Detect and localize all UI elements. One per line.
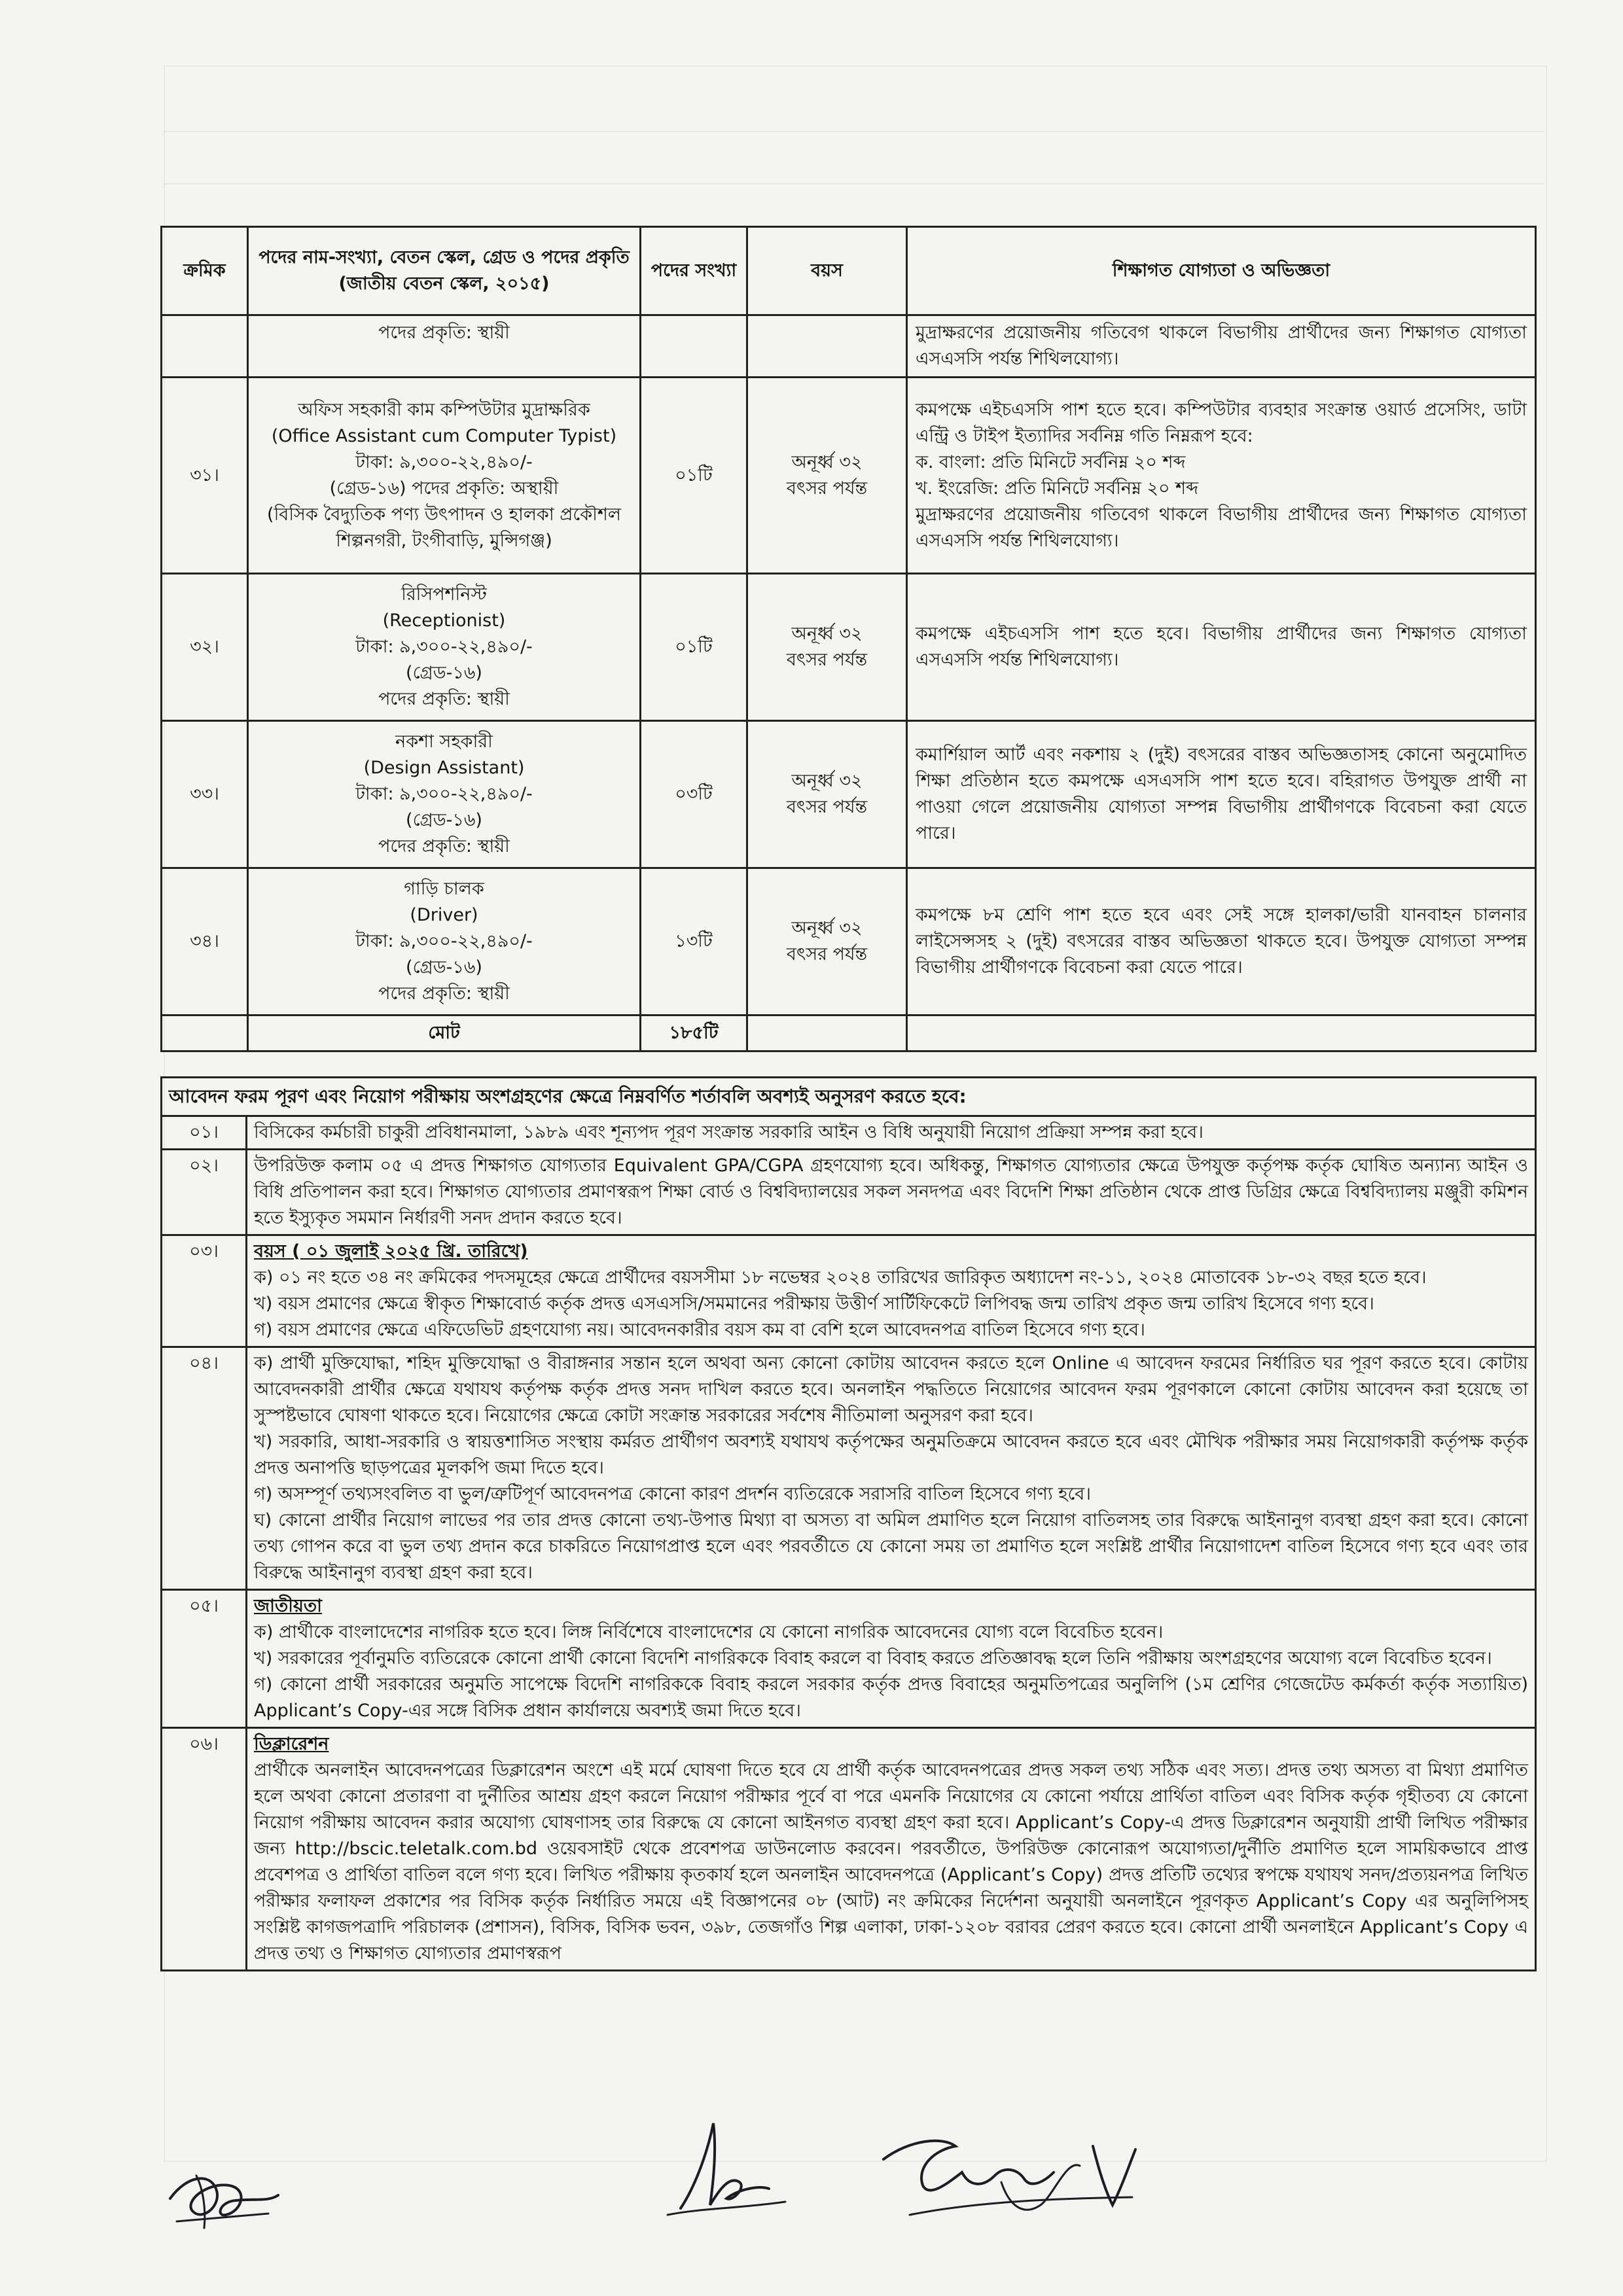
header-age: বয়স: [747, 227, 907, 315]
conditions-table: [160, 1076, 1537, 1971]
condition-paragraph: খ) বয়স প্রমাণের ক্ষেত্রে স্বীকৃত শিক্ষাবোর্ড কর্তৃক প্রদত্ত এসএসসি/সমমানের পরীক্ষায় উত্তীর্ণ সার্টিফিকেটে লিপিবদ্ধ জন্ম তারিখ প্রকৃত জন্ম তারিখ হিসেবে গণ্য হবে।: [254, 1294, 1374, 1314]
condition-paragraph: গ) অসম্পূর্ণ তথ্যসংবলিত বা ভুল/ত্রুটিপূর্ণ আবেদনপত্র কোনো কারণ প্রদর্শন ব্যতিরেকে সরাসরি বাতিল হিসেবে গণ্য হবে।: [254, 1484, 1091, 1504]
signature-stroke: [668, 2202, 785, 2215]
signature-stroke: [170, 2178, 278, 2215]
age-line: বৎসর পর্যন্ত: [786, 797, 868, 817]
age-line: অনূর্ধ্ব ৩২: [791, 451, 863, 472]
condition-number: ০৪।: [162, 1347, 247, 1590]
table-row: [162, 574, 1536, 721]
qualification-line: ক. বাংলা: প্রতি মিনিটে সর্বনিম্ন ২০ শব্দ: [916, 451, 1186, 472]
header-post-line1: পদের নাম-সংখ্যা, বেতন স্কেল, গ্রেড ও পদের প্রকৃতি: [259, 247, 630, 268]
qualification-line: খ. ইংরেজি: প্রতি মিনিটে সর্বনিম্ন ২০ শব্দ: [916, 478, 1199, 499]
condition-paragraph: উপরিউক্ত কলাম ০৫ এ প্রদত্ত শিক্ষাগত যোগ্যতার Equivalent GPA/CGPA গ্রহণযোগ্য হবে। অধিকন্তু, শিক্ষাগত যোগ্যতার ক্ষেত্রে উপযুক্ত কর্তৃপক্ষ কর্তৃক ঘোষিত অন্যান্য আইন ও বিধি প্রতিপালন করা হবে। শিক্ষাগত যোগ্যতার প্রমাণস্বরূপ শিক্ষা বোর্ড ও বিশ্ববিদ্যালয়ের সকল সনদপত্র এবং বিদেশি শিক্ষা প্রতিষ্ঠান থেকে প্রাপ্ত ডিগ্রির ক্ষেত্রে বিশ্ববিদ্যালয় মঞ্জুরী কমিশন হতে ইস্যুকৃত সমমান নির্ধারণী সনদ প্রদান করতে হবে।: [254, 1156, 1528, 1228]
condition-number: ০৫।: [162, 1590, 247, 1728]
condition-item: [162, 1116, 1536, 1150]
total-label: মোট: [248, 1016, 641, 1051]
condition-number: ০১।: [162, 1116, 247, 1150]
cell-age: [747, 574, 907, 721]
cell-qualification: [907, 378, 1536, 574]
condition-body: [247, 1116, 1536, 1150]
condition-paragraph: প্রার্থীকে অনলাইন আবেদনপত্রের ডিক্লারেশন অংশে এই মর্মে ঘোষণা দিতে হবে যে প্রার্থী কর্তৃক আবেদনপত্রের প্রদত্ত সকল তথ্য সঠিক এবং সত্য। প্রদত্ত তথ্য অসত্য বা মিথ্যা প্রমাণিত হলে অথবা কোনো প্রতারণা বা দুর্নীতির আশ্রয় গ্রহণ করলে নিয়োগ পরীক্ষার পূর্বে বা পরে এমনকি নিয়োগের যে কোনো পর্যায়ে প্রার্থিতা বাতিল এবং বিসিক কর্তৃক গৃহীতব্য যে কোনো নিয়োগ পরীক্ষায় আবেদন করার অযোগ্য ঘোষণাসহ তার বিরুদ্ধে যে কোনো আইনগত ব্যবস্থা গ্রহণ করা হবে। Applicant’s Copy-এ প্রদত্ত ডিক্লারেশন অনুযায়ী প্রার্থী লিখিত পরীক্ষার জন্য http://bscic.teletalk.com.bd ওয়েবসাইট থেকে প্রবেশপত্র ডাউনলোড করবেন। পরবর্তীতে, উপরিউক্ত কোনোরূপ অযোগ্যতা/দুর্নীতি প্রমাণিত হলে সাময়িকভাবে প্রাপ্ত প্রবেশপত্র ও প্রার্থিতা বাতিল বলে গণ্য হবে। লিখিত পরীক্ষায় কৃতকার্য হলে অনলাইন আবেদনপত্রে (Applicant’s Copy) প্রদত্ত প্রতিটি তথ্যের স্বপক্ষে যথাযথ সনদ/প্রত্যয়নপত্র লিখিত পরীক্ষার ফলাফল প্রকাশের পর বিসিক কর্তৃক নির্ধারিত সময়ে এই বিজ্ঞাপনের ০৮ (আট) নং ক্রমিকের নির্দেশনা অনুযায়ী অনলাইনে পূরণকৃত Applicant’s Copy এর অনুলিপিসহ সংশ্লিষ্ট কাগজপত্রাদি পরিচালক (প্রশাসন), বিসিক, বিসিক ভবন, ৩৯৮, তেজগাঁও শিল্প এলাকা, ঢাকা-১২০৮ বরাবর প্রেরণ করতে হবে। কোনো প্রার্থী অনলাইনে Applicant’s Copy এ প্রদত্ত তথ্য ও শিক্ষাগত যোগ্যতার প্রমাণস্বরূপ: [254, 1760, 1528, 1964]
cell-post: [248, 868, 641, 1016]
cell-count: ০১টি: [641, 574, 747, 721]
post-nature: পদের প্রকৃতি: স্থায়ী: [378, 836, 510, 857]
condition-number: ০৬।: [162, 1728, 247, 1971]
age-line: বৎসর পর্যন্ত: [786, 650, 868, 670]
signature-stroke: [1093, 2146, 1135, 2205]
condition-title: জাতীয়তা: [254, 1596, 322, 1616]
header-post-line2: (জাতীয় বেতন স্কেল, ২০১৫): [338, 274, 550, 294]
condition-item: [162, 1590, 1536, 1728]
post-title-english: (Design Assistant): [363, 758, 525, 778]
cell-serial: ৩৪।: [162, 868, 248, 1016]
conditions-heading-row: [162, 1078, 1536, 1116]
condition-paragraph: খ) সরকারের পূর্বানুমতি ব্যতিরেকে কোনো প্রার্থী কোনো বিদেশি নাগরিককে বিবাহ করলে বা বিবাহ করতে প্রতিজ্ঞাবদ্ধ হলে তিনি পরীক্ষায় অংশগ্রহণের অযোগ্য বলে বিবেচিত হবেন।: [254, 1648, 1492, 1669]
total-spacer: [162, 1016, 248, 1051]
cell-count: ১৩টি: [641, 868, 747, 1016]
condition-paragraph: ক) ০১ নং হতে ৩৪ নং ক্রমিকের পদসমূহের ক্ষেত্রে প্রার্থীদের বয়সসীমা ১৮ নভেম্বর ২০২৪ তারিখের জারিকৃত অধ্যাদেশ নং-১১, ২০২৪ মোতাবেক ১৮-৩২ বছর হতে হবে।: [254, 1267, 1427, 1288]
post-title-english: (Driver): [410, 905, 478, 925]
post-salary: টাকা: ৯,৩০০-২২,৪৯০/-: [355, 637, 533, 657]
cell-count: ০৩টি: [641, 721, 747, 868]
posts-table: [160, 226, 1537, 1052]
signature-right: [870, 2120, 1145, 2231]
header-serial: ক্রমিক: [162, 227, 248, 315]
table-row-continuation: [162, 315, 1536, 378]
condition-number: ০৩।: [162, 1235, 247, 1347]
cell-age: [747, 868, 907, 1016]
condition-item: [162, 1150, 1536, 1235]
age-line: অনূর্ধ্ব ৩২: [791, 771, 863, 791]
condition-item: [162, 1347, 1536, 1590]
cell-post: [248, 378, 641, 574]
post-grade: (গ্রেড-১৬): [406, 957, 482, 978]
post-grade: (গ্রেড-১৬) পদের প্রকৃতি: অস্থায়ী: [329, 478, 559, 499]
post-location: (বিসিক বৈদ্যুতিক পণ্য উৎপাদন ও হালকা প্রকৌশল শিল্পনগরী, টংগীবাড়ি, মুন্সিগঞ্জ): [267, 504, 621, 551]
post-title: রিসিপশনিস্ট: [401, 584, 487, 605]
signature-stroke: [883, 2141, 1054, 2191]
cell-post: [248, 574, 641, 721]
qualification-line: মুদ্রাক্ষরণের প্রয়োজনীয় গতিবেগ থাকলে বিভাগীয় প্রার্থীদের জন্য শিক্ষাগত যোগ্যতা এসএসসি পর্যন্ত শিথিলযোগ্য।: [916, 504, 1527, 551]
cell-qualification: কমপক্ষে এইচএসসি পাশ হতে হবে। বিভাগীয় প্রার্থীদের জন্য শিক্ষাগত যোগ্যতা এসএসসি পর্যন্ত শিথিলযোগ্য।: [907, 574, 1536, 721]
condition-paragraph: খ) সরকারি, আধা-সরকারি ও স্বায়ত্তশাসিত সংস্থায় কর্মরত প্রার্থীগণ অবশ্যই যথাযথ কর্তৃপক্ষের অনুমতিক্রমে আবেদন করতে হবে এবং মৌখিক পরীক্ষার সময় নিয়োগকারী কর্তৃপক্ষ কর্তৃক প্রদত্ত অনাপত্তি ছাড়পত্রের মূলকপি জমা দিতে হবে।: [254, 1432, 1528, 1478]
cell-post: [248, 721, 641, 868]
cell-count: [641, 315, 747, 378]
post-grade: (গ্রেড-১৬): [406, 810, 482, 830]
table-row: [162, 868, 1536, 1016]
cell-count: ০১টি: [641, 378, 747, 574]
cell-qualification: মুদ্রাক্ষরণের প্রয়োজনীয় গতিবেগ থাকলে বিভাগীয় প্রার্থীদের জন্য শিক্ষাগত যোগ্যতা এসএসসি পর্যন্ত শিথিলযোগ্য।: [907, 315, 1536, 378]
cell-age: [747, 315, 907, 378]
cell-serial: [162, 315, 248, 378]
condition-item: [162, 1728, 1536, 1971]
signature-stroke: [910, 2197, 1132, 2215]
post-salary: টাকা: ৯,৩০০-২২,৪৯০/-: [355, 784, 533, 804]
condition-body: [247, 1150, 1536, 1235]
condition-paragraph: ঘ) কোনো প্রার্থীর নিয়োগ লাভের পর তার প্রদত্ত কোনো তথ্য-উপাত্ত মিথ্যা বা অসত্য বা অমিল প্রমাণিত হলে নিয়োগ বাতিলসহ তার বিরুদ্ধে আইনানুগ ব্যবস্থা গ্রহণ করা হবে। কোনো তথ্য গোপন করে বা ভুল তথ্য প্রদান করে চাকরিতে নিয়োগপ্রাপ্ত হলে এবং পরবর্তীতে যে কোনো সময় তা প্রমাণিত হলে সংশ্লিষ্ট প্রার্থীর নিয়োগাদেশ বাতিল হিসেবে গণ্য হবে এবং তার বিরুদ্ধে আইনানুগ ব্যবস্থা গ্রহণ করা হবে।: [254, 1510, 1528, 1583]
condition-body: [247, 1590, 1536, 1728]
condition-paragraph: ক) প্রার্থীকে বাংলাদেশের নাগরিক হতে হবে। লিঙ্গ নির্বিশেষে বাংলাদেশের যে কোনো নাগরিক আবেদনের যোগ্য বলে বিবেচিত হবেন।: [254, 1622, 1164, 1642]
condition-title: বয়স ( ০১ জুলাই ২০২৫ খ্রি. তারিখে): [254, 1241, 528, 1262]
post-title-english: (Receptionist): [382, 610, 506, 631]
posts-header-row: [162, 227, 1536, 315]
signature-left: [157, 2149, 288, 2241]
header-count: পদের সংখ্যা: [641, 227, 747, 315]
conditions-heading: আবেদন ফরম পূরণ এবং নিয়োগ পরীক্ষায় অংশগ্রহণের ক্ষেত্রে নিম্নবর্ণিত শর্তাবলি অবশ্যই অনুসরণ করতে হবে:: [162, 1078, 1536, 1116]
age-line: অনূর্ধ্ব ৩২: [791, 918, 863, 938]
post-title: গাড়ি চালক: [404, 879, 484, 899]
table-row: [162, 378, 1536, 574]
cell-age: [747, 721, 907, 868]
condition-title: ডিক্লারেশন: [254, 1734, 329, 1754]
condition-body: [247, 1728, 1536, 1971]
signature-middle: [654, 2110, 798, 2228]
condition-body: [247, 1347, 1536, 1590]
age-line: বৎসর পর্যন্ত: [786, 944, 868, 964]
total-spacer: [907, 1016, 1536, 1051]
post-salary: টাকা: ৯,৩০০-২২,৪৯০/-: [355, 451, 533, 472]
header-qualification: শিক্ষাগত যোগ্যতা ও অভিজ্ঞতা: [907, 227, 1536, 315]
header-post: [248, 227, 641, 315]
total-spacer: [747, 1016, 907, 1051]
condition-paragraph: বিসিকের কর্মচারী চাকুরী প্রবিধানমালা, ১৯৮৯ এবং শূন্যপদ পূরণ সংক্রান্ত সরকারি আইন ও বিধি অনুযায়ী নিয়োগ প্রক্রিয়া সম্পন্ন করা হবে।: [254, 1122, 1204, 1142]
cell-serial: ৩১।: [162, 378, 248, 574]
age-line: অনূর্ধ্ব ৩২: [791, 624, 863, 644]
condition-number: ০২।: [162, 1150, 247, 1235]
condition-paragraph: ক) প্রার্থী মুক্তিযোদ্ধা, শহিদ মুক্তিযোদ্ধা ও বীরাঙ্গনার সন্তান হলে অথবা অন্য কোনো কোটায় আবেদন করতে হলে Online এ আবেদন ফরমের নির্ধারিত ঘর পূরণ করতে হবে। কোটায় আবেদনকারী প্রার্থীর ক্ষেত্রে যথাযথ কর্তৃপক্ষ কর্তৃক প্রদত্ত সনদ দাখিল করতে হবে। অনলাইন পদ্ধতিতে নিয়োগের আবেদন ফরম পূরণকালে কোনো কোটায় আবেদন করা হয়েছে তা সুস্পষ্টভাবে ঘোষণা থাকতে হবে। নিয়োগের ক্ষেত্রে কোটা সংক্রান্ত সরকারের সর্বশেষ নীতিমালা অনুসরণ করা হবে।: [254, 1353, 1528, 1426]
cell-serial: ৩২।: [162, 574, 248, 721]
condition-body: [247, 1235, 1536, 1347]
age-line: বৎসর পর্যন্ত: [786, 478, 868, 499]
post-nature: পদের প্রকৃতি: স্থায়ী: [378, 983, 510, 1004]
post-title: নকশা সহকারী: [395, 732, 493, 752]
post-title-english: (Office Assistant cum Computer Typist): [271, 425, 617, 446]
total-value: ১৮৫টি: [641, 1016, 747, 1051]
cell-age: [747, 378, 907, 574]
bleed-through-line: [164, 131, 1544, 132]
post-salary: টাকা: ৯,৩০০-২২,৪৯০/-: [355, 931, 533, 951]
condition-paragraph: গ) কোনো প্রার্থী সরকারের অনুমতি সাপেক্ষে বিদেশি নাগরিককে বিবাহ করলে সরকার কর্তৃক প্রদত্ত বিবাহের অনুমতিপত্রের অনুলিপি (১ম শ্রেণির গেজেটেড কর্মকর্তা কর্তৃক সত্যায়িত) Applicant’s Copy-এর সঙ্গে বিসিক প্রধান কার্যালয়ে অবশ্যই জমা দিতে হবে।: [254, 1674, 1528, 1721]
bleed-through-line: [164, 183, 1544, 185]
post-title: অফিস সহকারী কাম কম্পিউটার মুদ্রাক্ষরিক: [298, 399, 590, 420]
table-row: [162, 721, 1536, 868]
post-nature: পদের প্রকৃতি: স্থায়ী: [378, 689, 510, 709]
condition-item: [162, 1235, 1536, 1347]
cell-qualification: কমার্শিয়াল আর্ট এবং নকশায় ২ (দুই) বৎসরের বাস্তব অভিজ্ঞতাসহ কোনো অনুমোদিত শিক্ষা প্রতিষ্ঠান হতে কমপক্ষে এসএসসি পাশ হতে হবে। বহিরাগত উপযুক্ত প্রার্থী না পাওয়া গেলে প্রয়োজনীয় যোগ্যতা সম্পন্ন বিভাগীয় প্রার্থীগণকে বিবেচনা করা যেতে পারে।: [907, 721, 1536, 868]
total-row: [162, 1016, 1536, 1051]
cell-post: পদের প্রকৃতি: স্থায়ী: [248, 315, 641, 378]
condition-paragraph: গ) বয়স প্রমাণের ক্ষেত্রে এফিডেভিট গ্রহণযোগ্য নয়। আবেদনকারীর বয়স কম বা বেশি হলে আবেদনপত্র বাতিল হিসেবে গণ্য হবে।: [254, 1320, 1145, 1340]
post-grade: (গ্রেড-১৬): [406, 663, 482, 683]
signature-stroke: [681, 2123, 769, 2208]
cell-serial: ৩৩।: [162, 721, 248, 868]
cell-qualification: কমপক্ষে ৮ম শ্রেণি পাশ হতে হবে এবং সেই সঙ্গে হালকা/ভারী যানবাহন চালনার লাইসেন্সসহ ২ (দুই) বৎসরের বাস্তব অভিজ্ঞতা থাকতে হবে। উপযুক্ত যোগ্যতা সম্পন্ন বিভাগীয় প্রার্থীগণকে বিবেচনা করা যেতে পারে।: [907, 868, 1536, 1016]
qualification-line: কমপক্ষে এইচএসসি পাশ হতে হবে। কম্পিউটার ব্যবহার সংক্রান্ত ওয়ার্ড প্রসেসিং, ডাটা এন্ট্রি ও টাইপ ইত্যাদির সর্বনিম্ন গতি নিম্নরূপ হবে:: [916, 399, 1527, 446]
